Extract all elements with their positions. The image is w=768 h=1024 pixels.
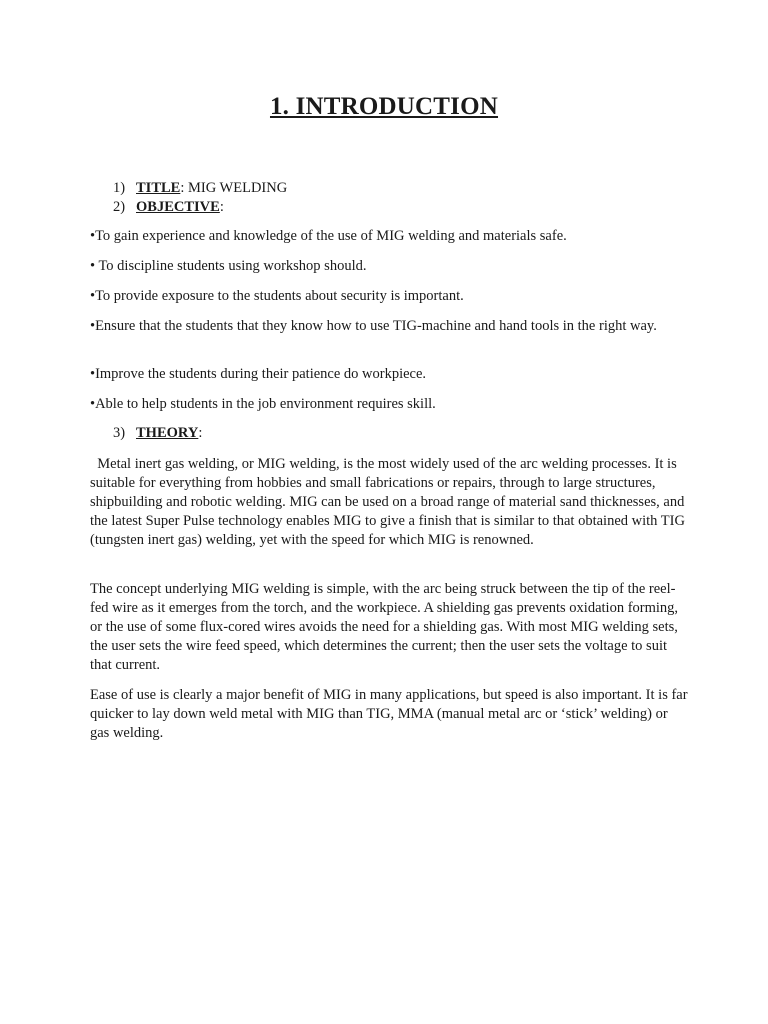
list-item-objective	[113, 198, 224, 216]
title-label: TITLE	[136, 180, 181, 196]
list-item-theory	[113, 424, 202, 442]
list-item-title	[113, 179, 287, 197]
theory-separator: :	[198, 425, 203, 441]
objective-bullet: •To gain experience and knowledge of the use of MIG welding and materials safe.	[90, 228, 567, 244]
theory-paragraph: Ease of use is clearly a major benefit of MIG in many applications, but speed is also important. It is far quicker to lay down weld metal with MIG than TIG, MMA (manual metal arc or ‘stick’ welding) or gas welding.	[90, 687, 688, 741]
objective-bullet: • To discipline students using workshop should.	[90, 258, 367, 274]
title-separator: :	[180, 180, 185, 196]
objective-bullet: •Improve the students during their patience do workpiece.	[90, 366, 427, 382]
objective-bullet: •To provide exposure to the students about security is important.	[90, 288, 464, 304]
title-value: MIG WELDING	[184, 180, 288, 196]
objective-bullet: •Ensure that the students that they know how to use TIG-machine and hand tools in the right way.	[90, 318, 657, 334]
objective-label: OBJECTIVE	[136, 199, 220, 215]
theory-paragraph: The concept underlying MIG welding is simple, with the arc being struck between the tip of the reel-fed wire as it emerges from the torch, and the workpiece. A shielding gas prevents oxidation forming, or the use of some flux-cored wires avoids the need for a shielding gas. With most MIG welding sets, the user sets the wire feed speed, which determines the current; then the user sets the voltage to suit that current.	[90, 581, 679, 673]
list-number: 3)	[113, 425, 126, 441]
page-title: 1. INTRODUCTION	[269, 93, 499, 120]
objective-bullet: •Able to help students in the job environment requires skill.	[90, 396, 436, 412]
theory-label: THEORY	[136, 425, 199, 441]
list-number: 2)	[113, 199, 126, 215]
list-number: 1)	[113, 180, 126, 196]
objective-separator: :	[219, 199, 224, 215]
theory-paragraph: Metal inert gas welding, or MIG welding, is the most widely used of the arc welding processes. It is suitable for everything from hobbies and small fabrications or repairs, through to large structures, shipbuilding and robotic welding. MIG can be used on a broad range of material sand thicknesses, and the latest Super Pulse technology enables MIG to give a finish that is similar to that obtained with TIG (tungsten inert gas) welding, yet with the speed for which MIG is renowned.	[90, 456, 689, 548]
